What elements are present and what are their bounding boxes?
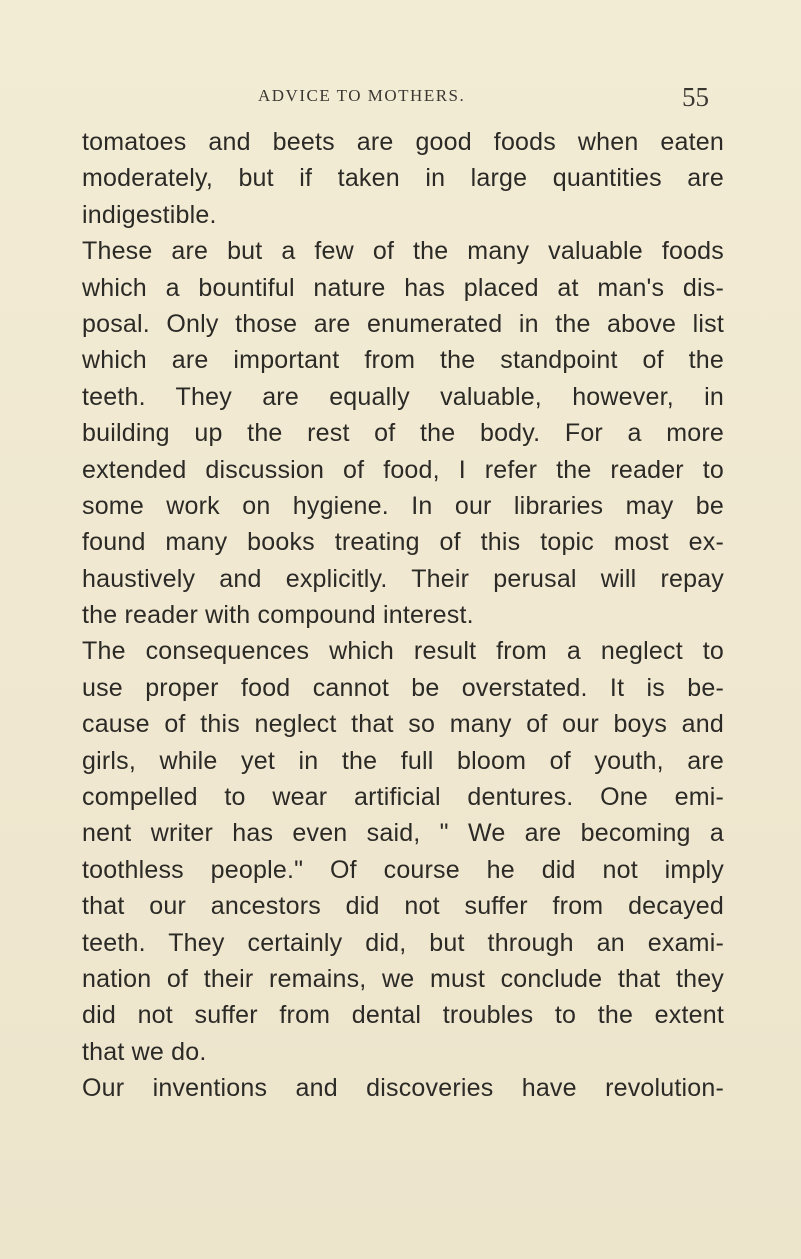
- text-line: which are important from the standpoint of the: [82, 346, 724, 375]
- text-line: use proper food cannot be overstated. It is be-: [82, 673, 724, 702]
- text-line: the reader with compound interest.: [82, 601, 474, 630]
- text-line: found many books treating of this topic most ex-: [82, 528, 724, 557]
- text-line: cause of this neglect that so many of our boys and: [82, 710, 724, 739]
- text-line: some work on hygiene. In our libraries may be: [82, 491, 724, 520]
- text-line: tomatoes and beets are good foods when eaten: [82, 128, 724, 156]
- text-line: building up the rest of the body. For a more: [82, 419, 724, 448]
- text-line: nation of their remains, we must conclude that they: [82, 964, 724, 993]
- page-number: 55: [682, 82, 709, 112]
- text-line: extended discussion of food, I refer the reader to: [82, 455, 724, 484]
- running-head: [0, 82, 801, 116]
- text-line: Our inventions and discoveries have revolution-: [82, 1074, 724, 1103]
- text-line: nent writer has even said, " We are becoming a: [82, 819, 724, 848]
- text-line: indigestible.: [82, 200, 217, 229]
- text-line: toothless people." Of course he did not imply: [82, 855, 724, 884]
- text-line: teeth. They are equally valuable, however, in: [82, 382, 724, 411]
- text-line: girls, while yet in the full bloom of youth, are: [82, 746, 724, 775]
- text-line: The consequences which result from a neglect to: [82, 637, 724, 666]
- text-line: did not suffer from dental troubles to the extent: [82, 1001, 724, 1030]
- text-line: which a bountiful nature has placed at man's dis-: [82, 273, 724, 302]
- text-line: compelled to wear artificial dentures. One emi-: [82, 783, 724, 812]
- text-line: posal. Only those are enumerated in the above list: [82, 309, 724, 338]
- text-line: that our ancestors did not suffer from decayed: [82, 892, 724, 921]
- running-title: ADVICE TO MOTHERS.: [258, 86, 466, 105]
- text-line: teeth. They certainly did, but through an exami-: [82, 928, 724, 957]
- text-line: moderately, but if taken in large quantities are: [82, 164, 724, 193]
- text-line: haustively and explicitly. Their perusal will repay: [82, 564, 724, 593]
- body-text: [82, 124, 724, 1107]
- text-line: These are but a few of the many valuable foods: [82, 237, 724, 266]
- text-line: that we do.: [82, 1037, 207, 1066]
